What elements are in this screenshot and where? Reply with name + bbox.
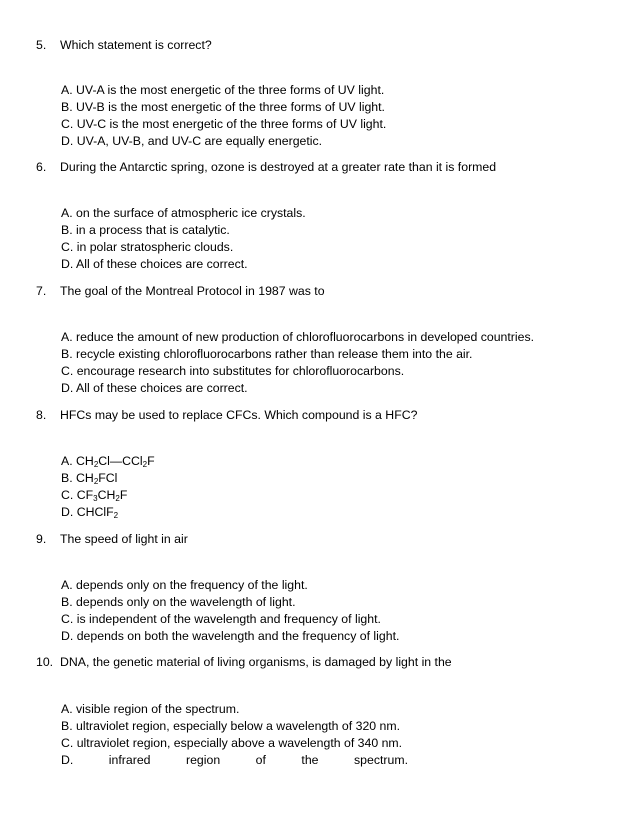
option-d: D. UV-A, UV-B, and UV-C are equally energetic. (61, 134, 323, 148)
question-stem: 5. Which statement is correct? (36, 38, 212, 52)
question-stem: 9. The speed of light in air (36, 532, 188, 546)
option-d: D. infrared region of the spectrum. (61, 753, 408, 767)
question-stem: 7. The goal of the Montreal Protocol in 1987 was to (36, 284, 325, 298)
option-c: C. in polar stratospheric clouds. (61, 240, 234, 254)
option-b: B. $CH_2FCl$ (61, 471, 118, 486)
option-b: B. UV-B is the most energetic of the three forms of UV light. (61, 100, 385, 114)
option-c: C. is independent of the wavelength and frequency of light. (61, 612, 381, 626)
option-a: A. on the surface of atmospheric ice crystals. (61, 206, 306, 220)
option-d: D. All of these choices are correct. (61, 257, 248, 271)
option-b: B. ultraviolet region, especially below a wavelength of 320 nm. (61, 719, 401, 733)
option-a: A. $CH_2Cl—CCl_2F$ (61, 454, 155, 469)
option-c: C. UV-C is the most energetic of the three forms of UV light. (61, 117, 387, 131)
option-d: D. depends on both the wavelength and the frequency of light. (61, 629, 400, 643)
question-stem: 10. DNA, the genetic material of living organisms, is damaged by light in the (36, 655, 452, 669)
option-c: C. encourage research into substitutes for chlorofluorocarbons. (61, 364, 405, 378)
option-d: D. CHClF$_2$ (61, 505, 119, 520)
option-a: A. reduce the amount of new production of chlorofluorocarbons in developed countries. (61, 330, 535, 344)
option-c: C. ultraviolet region, especially above a wavelength of 340 nm. (61, 736, 403, 750)
option-d: D. All of these choices are correct. (61, 381, 248, 395)
option-b: B. depends only on the wavelength of light. (61, 595, 296, 609)
option-a: A. UV-A is the most energetic of the three forms of UV light. (61, 83, 385, 97)
option-c: C. $CF_3CH_2F$ (61, 488, 128, 503)
option-b: B. recycle existing chlorofluorocarbons rather than release them into the air. (61, 347, 473, 361)
option-a: A. depends only on the frequency of the light. (61, 578, 308, 592)
option-b: B. in a process that is catalytic. (61, 223, 230, 237)
question-stem: 8. HFCs may be used to replace CFCs. Which compound is a HFC? (36, 408, 418, 422)
question-stem: 6. During the Antarctic spring, ozone is destroyed at a greater rate than it is formed (36, 160, 497, 174)
option-a: A. visible region of the spectrum. (61, 702, 240, 716)
